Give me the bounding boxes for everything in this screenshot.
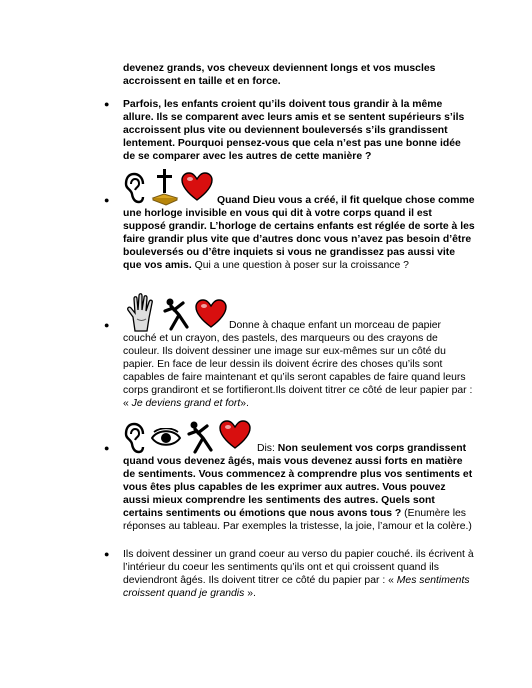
item5-closing-quote: ». — [244, 588, 256, 599]
item2-question-text: Qui a une question à poser sur la croissance ? — [191, 260, 409, 271]
item4-bold-text: Non seulement vos corps grandissent quand vous devenez âgés, mais vous devenez aussi forts en matière de sentiments. Vous commencez à comprendre plus vos sentiments et vous êtes plus capables de les exprimer aux autres. Vous pouvez aussi mieux comprendre les sentiments des autres. Quels sont certains sentiments ou émotions que nous avons tous ? — [123, 443, 473, 519]
continuation-paragraph — [123, 62, 475, 88]
item3-title-text: Je deviens grand et fort — [131, 398, 241, 409]
item3-instructions-text: Donne à chaque enfant un morceau de papier couché et un crayon, des pastels, des marqueurs ou des crayons de couleur. Ils doivent dessiner une image sur eux-mêmes sur un côté du papier. En face de leur dessin ils doivent écrire des choses qu’ils sont capables de faire maintenant et qu’ils seront capables de faire quand leurs corps grandiront et se fortifieront.Ils doivent titrer ce côté de leur papier par : « — [123, 320, 473, 409]
list-item-heart-drawing — [123, 548, 475, 600]
continuation-text: devenez grands, vos cheveux deviennent longs et vos muscles accroissent en taille et en force. — [123, 63, 436, 87]
item3-closing-quote: ». — [240, 398, 249, 409]
bullet: ● — [104, 320, 110, 330]
list-item-comparison — [123, 98, 475, 163]
list-item-drawing-activity — [123, 319, 475, 410]
bullet: ● — [104, 549, 110, 559]
item5-instructions-text: Ils doivent dessiner un grand coeur au verso du papier couché. ils écrivent à l’intérieur du coeur les sentiments qu’ils ont et qui croissent quand ils deviendront âgés. Ils doivent titrer ce côté du papier par : « — [123, 549, 474, 586]
item2-bold-text: Quand Dieu vous a créé, il fit quelque chose comme une horloge invisible en vous qui dit à votre corps quand il est supposé grandir. L’horloge de certains enfants est réglée de sorte à les faire grandir plus vite que d’autres donc vous n’avez pas besoin d’être bouleversés ou d’être inquiets si vous ne grandissez pas aussi vite que vos amis. — [123, 195, 475, 271]
item4-instructions-text: (Enumère les réponses au tableau. Par exemples la tristesse, la joie, l’amour et la colère.) — [123, 508, 472, 532]
item5-title-text: Mes sentiments croissent quand je grandis — [123, 575, 470, 599]
item4-lead-text: Dis: — [257, 443, 278, 454]
bullet: ● — [104, 195, 110, 205]
list-item-invisible-clock — [123, 194, 475, 272]
list-item-feelings — [123, 442, 475, 533]
item1-text: Parfois, les enfants croient qu’ils doivent tous grandir à la même allure. Ils se comparent avec leurs amis et se sentent supérieurs s’ils accroissent plus vite ou deviennent bouleversés s’ils grandissent lentement. Pourquoi pensez-vous que cela n’est pas une bonne idée de se comparer avec les autres de cette manière ? — [123, 99, 465, 162]
bullet: ● — [104, 443, 110, 453]
bullet: ● — [104, 99, 110, 109]
